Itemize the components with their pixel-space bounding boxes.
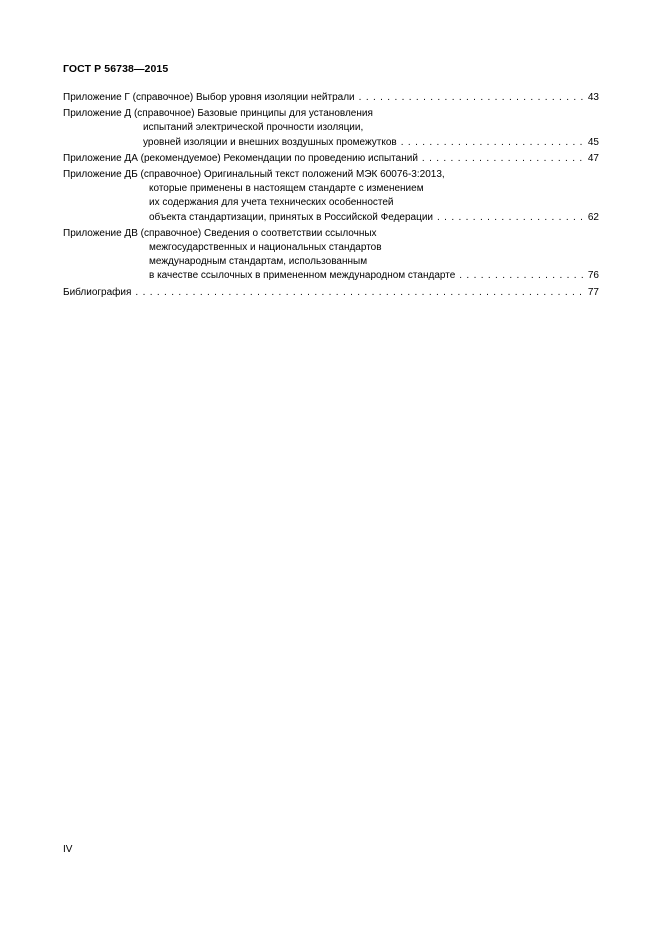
toc-entry[interactable] xyxy=(63,227,599,284)
toc-entry-title-continuation: международным стандартам, использованным xyxy=(149,256,368,268)
toc-leader-dots xyxy=(135,286,584,300)
page-number: IV xyxy=(63,844,73,855)
toc-entry[interactable] xyxy=(63,286,599,300)
toc-entry[interactable] xyxy=(63,152,599,166)
toc-entry-title-continuation: которые применены в настоящем стандарте с изменением xyxy=(149,183,424,195)
toc-entry-title: Приложение ДБ (справочное) Оригинальный текст положений МЭК 60076-3:2013, xyxy=(63,169,445,181)
toc-leader-dots xyxy=(359,91,584,105)
toc-entry-title: Приложение Г (справочное) Выбор уровня изоляции нейтрали xyxy=(63,92,355,103)
toc-entry-title: Приложение ДА (рекомендуемое) Рекомендации по проведению испытаний xyxy=(63,152,418,164)
toc-page-number: 62 xyxy=(587,211,599,223)
toc-leader-dots xyxy=(401,136,584,150)
toc-entry-title-continuation: межгосударственных и национальных стандартов xyxy=(149,242,382,254)
toc-entry-title-continuation: уровней изоляции и внешних воздушных промежутков xyxy=(143,136,397,148)
toc-page-number: 45 xyxy=(587,136,599,148)
toc-entry-title: Приложение Д (справочное) Базовые принципы для установления xyxy=(63,108,373,120)
toc-leader-dots xyxy=(437,211,584,225)
toc-page-number: 76 xyxy=(587,270,599,282)
toc-leader-dots xyxy=(422,152,584,166)
table-of-contents xyxy=(63,91,599,302)
toc-entry-title: Приложение ДВ (справочное) Сведения о соответствии ссылочных xyxy=(63,227,377,239)
toc-entry-title-continuation: объекта стандартизации, принятых в Российской Федерации xyxy=(149,211,433,223)
toc-page-number: 43 xyxy=(587,92,599,103)
toc-entry[interactable] xyxy=(63,168,599,225)
toc-entry-title-continuation: их содержания для учета технических особенностей xyxy=(149,197,394,209)
toc-entry[interactable] xyxy=(63,107,599,150)
toc-entry-title: Библиография xyxy=(63,286,132,298)
toc-entry-title-continuation: испытаний электрической прочности изоляции, xyxy=(143,122,364,134)
document-header-title: ГОСТ Р 56738—2015 xyxy=(63,63,169,75)
toc-page-number: 77 xyxy=(587,286,599,298)
toc-page-number: 47 xyxy=(587,152,599,164)
toc-entry-title-continuation: в качестве ссылочных в примененном международном стандарте xyxy=(149,270,456,282)
toc-entry[interactable] xyxy=(63,91,599,105)
toc-leader-dots xyxy=(459,269,584,283)
